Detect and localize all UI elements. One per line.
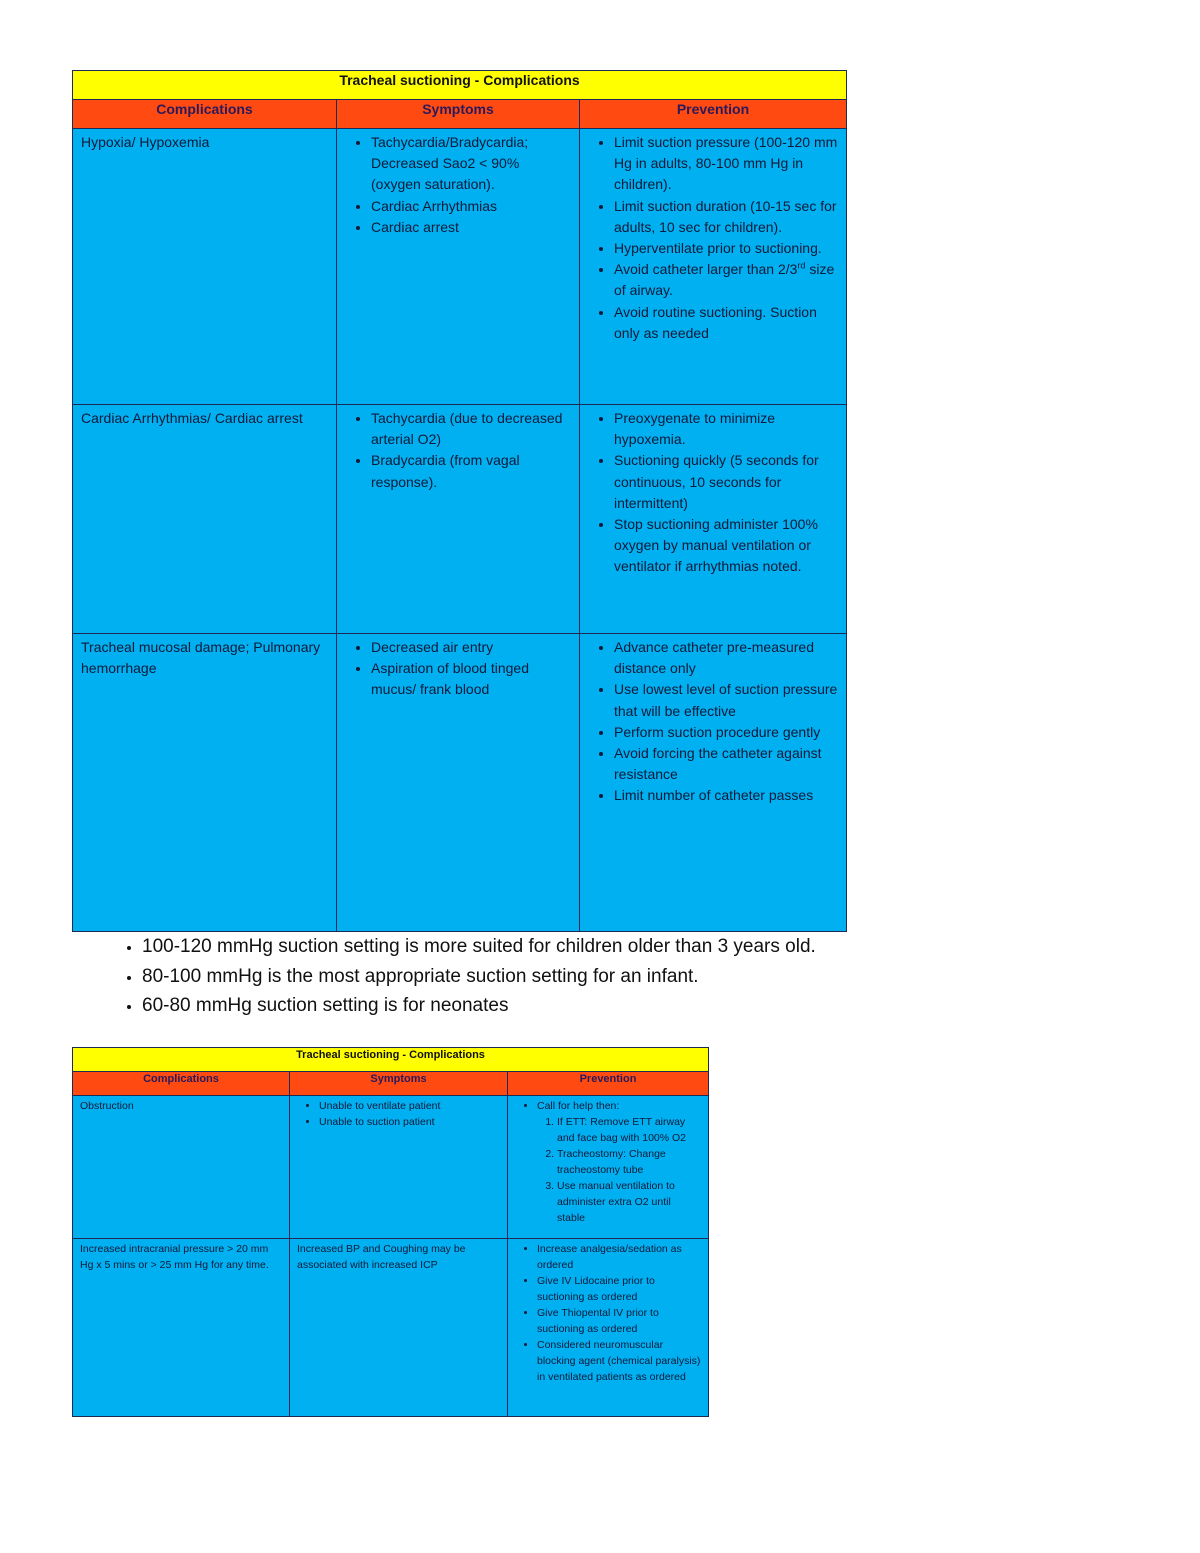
table-title: Tracheal suctioning - Complications bbox=[73, 71, 847, 100]
list-item: 3. Use manual ventilation to administer extra O2 until stable bbox=[557, 1178, 701, 1226]
complication-cell: Cardiac Arrhythmias/ Cardiac arrest bbox=[73, 405, 337, 634]
symptoms-cell bbox=[337, 405, 580, 634]
column-header-symptoms: Symptoms bbox=[337, 100, 580, 129]
complication-cell: Tracheal mucosal damage; Pulmonary hemorrhage bbox=[73, 634, 337, 932]
list-item: • Increase analgesia/sedation as ordered bbox=[537, 1241, 701, 1273]
list-item: • Unable to ventilate patient bbox=[319, 1098, 500, 1114]
list-item: • Avoid forcing the catheter against resistance bbox=[614, 743, 838, 785]
list-item: • Call for help then: 1. If ETT: Remove ETT airway and face bag with 100% O2 2. Tracheostomy: Change tracheostomy tube 3. Use manual ventilation to administer extra O2 until stable bbox=[537, 1098, 701, 1226]
prevention-cell bbox=[580, 405, 847, 634]
note-item: • 100-120 mmHg suction setting is more suited for children older than 3 years old. bbox=[142, 932, 1200, 962]
table-title: Tracheal suctioning - Complications bbox=[73, 1048, 709, 1072]
list-item: • Aspiration of blood tinged mucus/ frank blood bbox=[371, 658, 571, 700]
note-item: • 60-80 mmHg suction setting is for neonates bbox=[142, 991, 1200, 1021]
list-item: • Unable to suction patient bbox=[319, 1114, 500, 1130]
list-item: • Tachycardia (due to decreased arterial O2) bbox=[371, 408, 571, 450]
table-row bbox=[73, 405, 847, 634]
table-row bbox=[73, 129, 847, 405]
list-item: • Give Thiopental IV prior to suctioning as ordered bbox=[537, 1305, 701, 1337]
list-item: • Suctioning quickly (5 seconds for continuous, 10 seconds for intermittent) bbox=[614, 450, 838, 514]
column-header-prevention: Prevention bbox=[508, 1072, 709, 1096]
list-item: • Avoid catheter larger than 2/3rd size of airway. bbox=[614, 259, 838, 301]
complication-cell: Obstruction bbox=[73, 1096, 290, 1239]
symptoms-cell: Increased BP and Coughing may be associated with increased ICP bbox=[290, 1239, 508, 1417]
prevention-cell bbox=[508, 1096, 709, 1239]
list-item: • Avoid routine suctioning. Suction only as needed bbox=[614, 302, 838, 344]
symptoms-cell bbox=[337, 129, 580, 405]
prevention-cell bbox=[508, 1239, 709, 1417]
table-row bbox=[73, 1239, 709, 1417]
complications-table-1 bbox=[72, 70, 847, 932]
column-header-complications: Complications bbox=[73, 1072, 290, 1096]
note-item: • 80-100 mmHg is the most appropriate suction setting for an infant. bbox=[142, 962, 1200, 992]
list-item: • Stop suctioning administer 100% oxygen by manual ventilation or ventilator if arrhythmias noted. bbox=[614, 514, 838, 578]
list-item: • Cardiac Arrhythmias bbox=[371, 196, 571, 217]
list-item: • Preoxygenate to minimize hypoxemia. bbox=[614, 408, 838, 450]
list-item: • Considered neuromuscular blocking agent (chemical paralysis) in ventilated patients as ordered bbox=[537, 1337, 701, 1385]
list-item: • Limit suction duration (10-15 sec for adults, 10 sec for children). bbox=[614, 196, 838, 238]
table-row bbox=[73, 1096, 709, 1239]
list-item: • Give IV Lidocaine prior to suctioning as ordered bbox=[537, 1273, 701, 1305]
column-header-complications: Complications bbox=[73, 100, 337, 129]
table-row bbox=[73, 634, 847, 932]
complication-cell: Increased intracranial pressure > 20 mm Hg x 5 mins or > 25 mm Hg for any time. bbox=[73, 1239, 290, 1417]
list-item: • Bradycardia (from vagal response). bbox=[371, 450, 571, 492]
list-item: 2. Tracheostomy: Change tracheostomy tube bbox=[557, 1146, 701, 1178]
column-header-prevention: Prevention bbox=[580, 100, 847, 129]
complications-table-2 bbox=[72, 1047, 709, 1417]
prevention-cell bbox=[580, 129, 847, 405]
complication-cell: Hypoxia/ Hypoxemia bbox=[73, 129, 337, 405]
list-item: • Limit number of catheter passes bbox=[614, 785, 838, 806]
list-item: 1. If ETT: Remove ETT airway and face bag with 100% O2 bbox=[557, 1114, 701, 1146]
list-item: • Perform suction procedure gently bbox=[614, 722, 838, 743]
symptoms-cell bbox=[290, 1096, 508, 1239]
list-item: • Use lowest level of suction pressure that will be effective bbox=[614, 679, 838, 721]
list-item: • Decreased air entry bbox=[371, 637, 571, 658]
prevention-cell bbox=[580, 634, 847, 932]
list-item: • Limit suction pressure (100-120 mm Hg in adults, 80-100 mm Hg in children). bbox=[614, 132, 838, 196]
symptoms-cell bbox=[337, 634, 580, 932]
list-item: • Advance catheter pre-measured distance only bbox=[614, 637, 838, 679]
list-item: • Tachycardia/Bradycardia; Decreased Sao2 < 90% (oxygen saturation). bbox=[371, 132, 571, 196]
list-item: • Hyperventilate prior to suctioning. bbox=[614, 238, 838, 259]
suction-setting-notes bbox=[104, 932, 1200, 1021]
column-header-symptoms: Symptoms bbox=[290, 1072, 508, 1096]
list-item: • Cardiac arrest bbox=[371, 217, 571, 238]
